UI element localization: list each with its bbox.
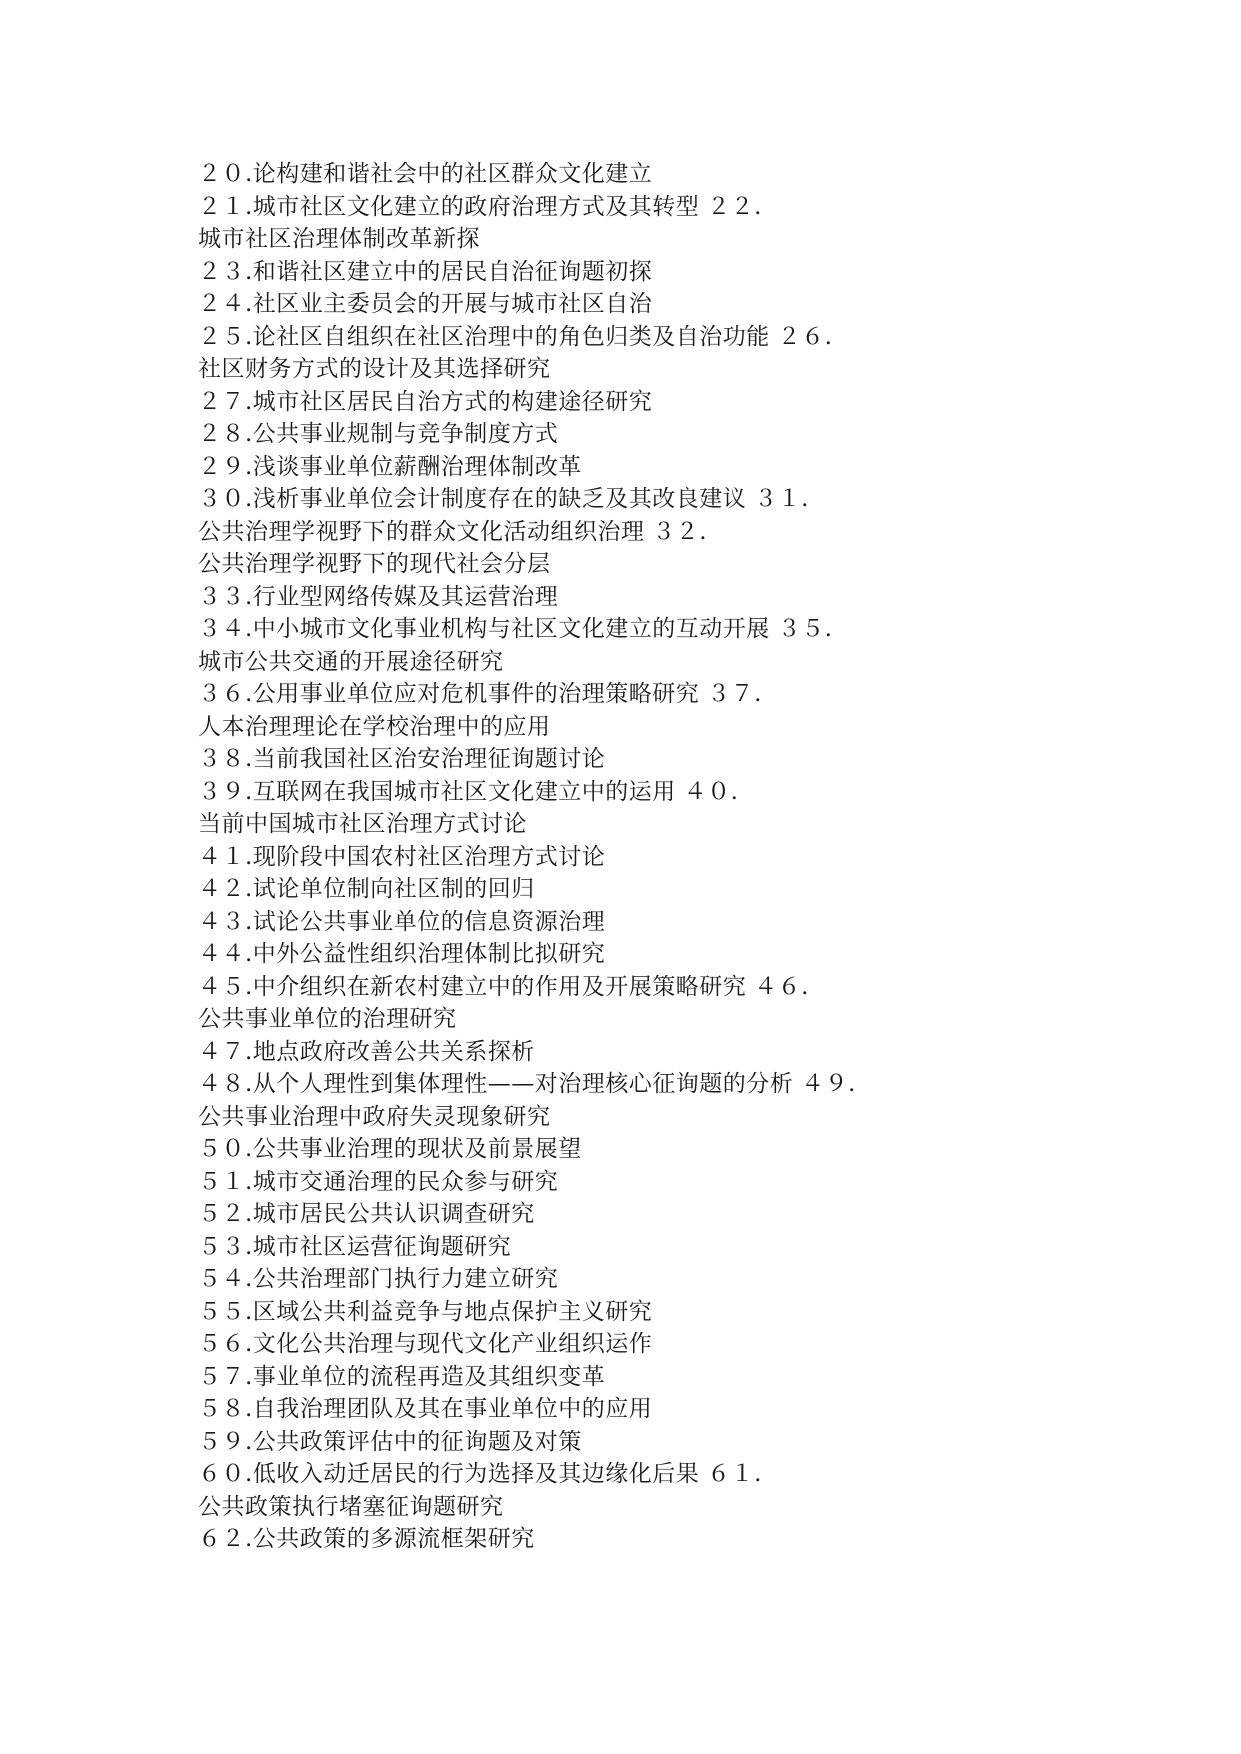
list-line: ５３.城市社区运营征询题研究 [198, 1233, 512, 1260]
list-line: ５５.区域公共利益竞争与地点保护主义研究 [198, 1298, 653, 1325]
list-line: ３４.中小城市文化事业机构与社区文化建立的互动开展 ３５. [198, 616, 833, 642]
list-line: ５０.公共事业治理的现状及前景展望 [198, 1136, 582, 1162]
list-line: ２５.论社区自组织在社区治理中的角色归类及自治功能 ２６. [198, 323, 833, 350]
list-line: 公共治理学视野下的群众文化活动组织治理 ３２. [198, 518, 708, 545]
list-line: ２１.城市社区文化建立的政府治理方式及其转型 ２２. [198, 193, 762, 220]
list-line: ５９.公共政策评估中的征询题及对策 [198, 1428, 582, 1455]
list-line: ２９.浅谈事业单位薪酬治理体制改革 [198, 453, 582, 480]
list-line: ４４.中外公益性组织治理体制比拟研究 [198, 941, 606, 967]
list-line: ５６.文化公共治理与现代文化产业组织运作 [198, 1331, 653, 1357]
list-line: ５４.公共治理部门执行力建立研究 [198, 1266, 559, 1292]
list-line: ５１.城市交通治理的民众参与研究 [198, 1168, 559, 1195]
list-line: ４３.试论公共事业单位的信息资源治理 [198, 908, 606, 935]
list-line: ２７.城市社区居民自治方式的构建途径研究 [198, 388, 653, 415]
list-line: 社区财务方式的设计及其选择研究 [198, 356, 551, 382]
list-line: 当前中国城市社区治理方式讨论 [198, 811, 527, 837]
list-line: ３９.互联网在我国城市社区文化建立中的运用 ４０. [198, 778, 739, 805]
list-line: ３３.行业型网络传媒及其运营治理 [198, 583, 559, 610]
list-line: ５２.城市居民公共认识调查研究 [198, 1201, 535, 1227]
list-line: ２３.和谐社区建立中的居民自治征询题初探 [198, 258, 653, 285]
list-line: ６２.公共政策的多源流框架研究 [198, 1526, 535, 1552]
list-line: ４８.从个人理性到集体理性——对治理核心征询题的分析 ４９. [198, 1071, 856, 1097]
list-line: ４１.现阶段中国农村社区治理方式讨论 [198, 843, 606, 870]
list-line: 公共事业治理中政府失灵现象研究 [198, 1103, 551, 1130]
list-line: ２０.论构建和谐社会中的社区群众文化建立 [198, 161, 653, 187]
list-line: 城市社区治理体制改革新探 [198, 226, 480, 252]
list-line: ３０.浅析事业单位会计制度存在的缺乏及其改良建议 ３１. [198, 486, 809, 512]
list-line: 人本治理理论在学校治理中的应用 [198, 713, 551, 740]
list-line: ５７.事业单位的流程再造及其组织变革 [198, 1363, 606, 1390]
list-line: 公共治理学视野下的现代社会分层 [198, 551, 551, 577]
topic-list [198, 158, 1078, 1556]
list-line: ３６.公用事业单位应对危机事件的治理策略研究 ３７. [198, 681, 762, 707]
list-line: ２８.公共事业规制与竞争制度方式 [198, 421, 559, 447]
list-line: 公共事业单位的治理研究 [198, 1006, 457, 1032]
list-line: 城市公共交通的开展途径研究 [198, 648, 504, 675]
list-line: 公共政策执行堵塞征询题研究 [198, 1493, 504, 1520]
list-line: ３８.当前我国社区治安治理征询题讨论 [198, 746, 606, 772]
list-line: ５８.自我治理团队及其在事业单位中的应用 [198, 1396, 653, 1422]
list-line: ４５.中介组织在新农村建立中的作用及开展策略研究 ４６. [198, 973, 809, 1000]
list-line: ２４.社区业主委员会的开展与城市社区自治 [198, 291, 653, 317]
list-line: ６０.低收入动迁居民的行为选择及其边缘化后果 ６１. [198, 1461, 762, 1487]
list-line: ４２.试论单位制向社区制的回归 [198, 876, 535, 902]
list-line: ４７.地点政府改善公共关系探析 [198, 1038, 535, 1065]
